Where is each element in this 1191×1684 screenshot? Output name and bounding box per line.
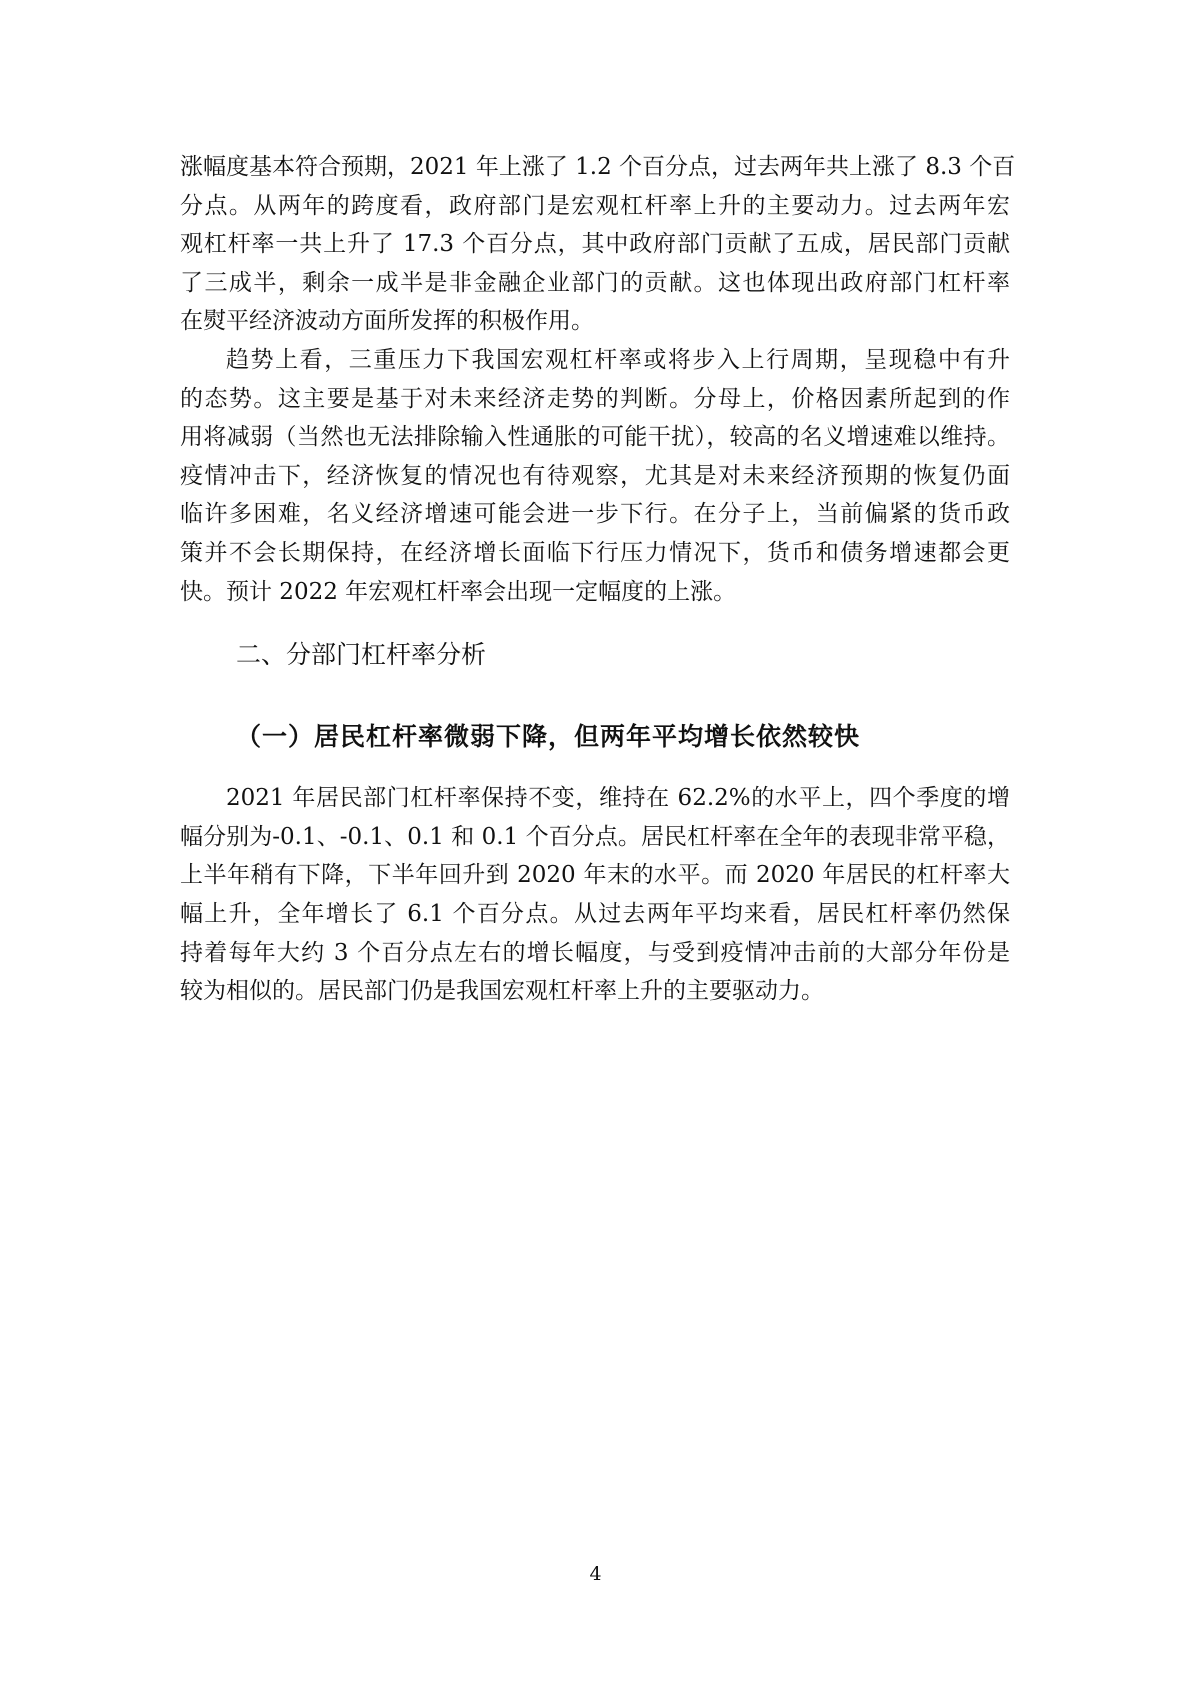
text-line: 上半年稍有下降，下半年回升到 2020 年末的水平。而 2020 年居民的杠杆率大 <box>180 862 1010 889</box>
text-line: 的态势。这主要是基于对未来经济走势的判断。分母上，价格因素所起到的作 <box>180 385 1010 412</box>
section-heading: 二、分部门杠杆率分析 <box>236 640 487 670</box>
text-line: 观杠杆率一共上升了 17.3 个百分点，其中政府部门贡献了五成，居民部门贡献 <box>180 231 1010 258</box>
text-line: 幅上升，全年增长了 6.1 个百分点。从过去两年平均来看，居民杠杆率仍然保 <box>180 900 1010 927</box>
text-line: 幅分别为-0.1、-0.1、0.1 和 0.1 个百分点。居民杠杆率在全年的表现非常平稳， <box>180 823 1010 850</box>
page-number: 4 <box>589 1563 602 1585</box>
paragraph-household-leverage <box>180 779 1010 1011</box>
paragraph-trend-outlook <box>180 341 1010 611</box>
subsection-heading: （一）居民杠杆率微弱下降，但两年平均增长依然较快 <box>236 722 861 752</box>
text-line: 涨幅度基本符合预期，2021 年上涨了 1.2 个百分点，过去两年共上涨了 8.3 个百 <box>180 154 1016 180</box>
text-line: 用将减弱（当然也无法排除输入性通胀的可能干扰），较高的名义增速难以维持。 <box>180 424 1010 451</box>
text-line: 2021 年居民部门杠杆率保持不变，维持在 62.2%的水平上，四个季度的增 <box>226 785 1010 812</box>
text-line: 临许多困难，名义经济增速可能会进一步下行。在分子上，当前偏紧的货币政 <box>180 501 1010 528</box>
page-content <box>180 148 1016 1011</box>
text-line: 快。预计 2022 年宏观杠杆率会出现一定幅度的上涨。 <box>180 578 737 605</box>
text-line: 疫情冲击下，经济恢复的情况也有待观察，尤其是对未来经济预期的恢复仍面 <box>180 462 1010 489</box>
paragraph-leverage-summary <box>180 148 1016 341</box>
text-line: 在熨平经济波动方面所发挥的积极作用。 <box>180 308 594 335</box>
text-line: 持着每年大约 3 个百分点左右的增长幅度，与受到疫情冲击前的大部分年份是 <box>180 939 1010 966</box>
text-line: 了三成半，剩余一成半是非金融企业部门的贡献。这也体现出政府部门杠杆率 <box>180 269 1010 296</box>
text-line: 较为相似的。居民部门仍是我国宏观杠杆率上升的主要驱动力。 <box>180 978 824 1005</box>
text-line: 策并不会长期保持，在经济增长面临下行压力情况下，货币和债务增速都会更 <box>180 539 1010 566</box>
text-line: 趋势上看，三重压力下我国宏观杠杆率或将步入上行周期，呈现稳中有升 <box>226 346 1010 373</box>
text-line: 分点。从两年的跨度看，政府部门是宏观杠杆率上升的主要动力。过去两年宏 <box>180 192 1010 219</box>
